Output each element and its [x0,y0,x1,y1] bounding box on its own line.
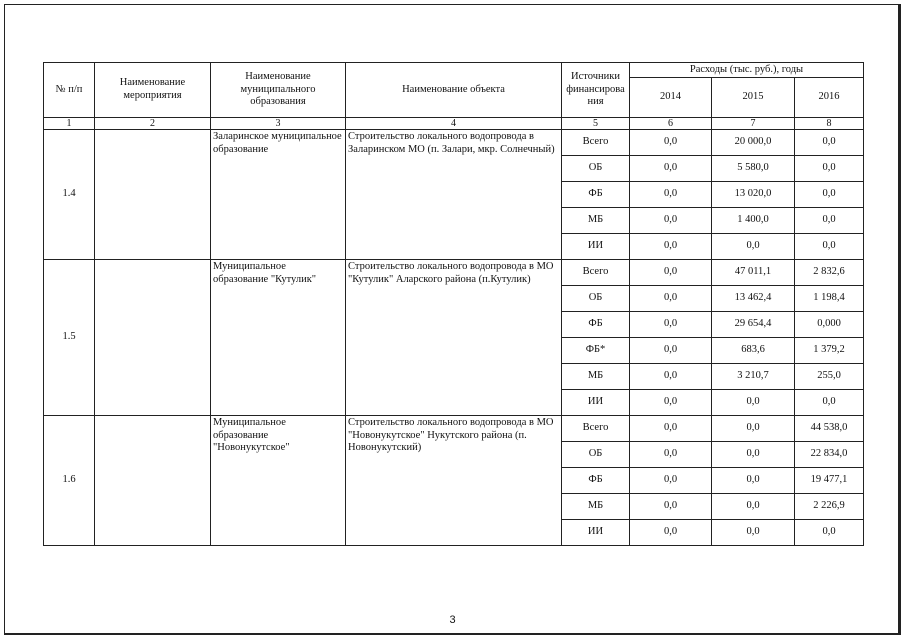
header-event: Наименование мероприятия [95,63,211,118]
value-2014: 0,0 [630,156,712,182]
header-source: Источники финансирова ния [562,63,630,118]
value-2016: 2 226,9 [795,494,864,520]
value-2014: 0,0 [630,468,712,494]
value-2016: 22 834,0 [795,442,864,468]
funding-source: ИИ [562,234,630,260]
row-number: 1.6 [44,416,95,546]
col-number: 7 [712,118,795,130]
row-number: 1.5 [44,260,95,416]
value-2016: 0,0 [795,208,864,234]
event-name [95,130,211,260]
value-2015: 1 400,0 [712,208,795,234]
col-number: 5 [562,118,630,130]
funding-source: ФБ [562,468,630,494]
municipality-name: Заларинское муниципальное образование [211,130,346,260]
value-2016: 0,0 [795,130,864,156]
col-number: 3 [211,118,346,130]
funding-source: ОБ [562,286,630,312]
funding-source: ОБ [562,442,630,468]
value-2015: 0,0 [712,520,795,546]
funding-source: ОБ [562,156,630,182]
value-2015: 0,0 [712,494,795,520]
header-object: Наименование объекта [346,63,562,118]
funding-source: МБ [562,494,630,520]
value-2014: 0,0 [630,182,712,208]
value-2014: 0,0 [630,208,712,234]
object-name: Строительство локального водопровода в МО "Новонукутское" Нукутского района (п. Новонукутский) [346,416,562,546]
value-2014: 0,0 [630,260,712,286]
value-2016: 0,0 [795,156,864,182]
header-row-top [44,63,864,78]
header-num: № п/п [44,63,95,118]
value-2016: 44 538,0 [795,416,864,442]
financing-table [43,62,864,546]
col-number: 4 [346,118,562,130]
header-municipality: Наименование муниципального образования [211,63,346,118]
funding-source: МБ [562,364,630,390]
value-2016: 0,0 [795,390,864,416]
funding-source: Всего [562,130,630,156]
value-2016: 255,0 [795,364,864,390]
value-2016: 1 198,4 [795,286,864,312]
table-row [44,130,864,156]
table-row [44,260,864,286]
funding-source: ФБ [562,312,630,338]
value-2015: 5 580,0 [712,156,795,182]
value-2016: 19 477,1 [795,468,864,494]
col-number: 8 [795,118,864,130]
page-number: 3 [449,614,456,626]
value-2016: 2 832,6 [795,260,864,286]
value-2016: 0,000 [795,312,864,338]
funding-source: ФБ [562,182,630,208]
value-2015: 47 011,1 [712,260,795,286]
value-2014: 0,0 [630,494,712,520]
header-expenses: Расходы (тыс. руб.), годы [630,63,864,78]
value-2015: 0,0 [712,390,795,416]
header-year-2014: 2014 [630,78,712,118]
value-2014: 0,0 [630,234,712,260]
event-name [95,260,211,416]
value-2014: 0,0 [630,286,712,312]
value-2016: 0,0 [795,520,864,546]
value-2015: 683,6 [712,338,795,364]
table-row [44,416,864,442]
value-2014: 0,0 [630,416,712,442]
municipality-name: Муниципальное образование "Новонукутское" [211,416,346,546]
value-2014: 0,0 [630,338,712,364]
funding-source: ИИ [562,520,630,546]
value-2014: 0,0 [630,312,712,338]
col-number: 2 [95,118,211,130]
funding-source: ФБ* [562,338,630,364]
value-2016: 0,0 [795,234,864,260]
municipality-name: Муниципальное образование "Кутулик" [211,260,346,416]
value-2015: 0,0 [712,442,795,468]
header-year-2015: 2015 [712,78,795,118]
header-year-2016: 2016 [795,78,864,118]
object-name: Строительство локального водопровода в Заларинском МО (п. Залари, мкр. Солнечный) [346,130,562,260]
funding-source: МБ [562,208,630,234]
value-2014: 0,0 [630,364,712,390]
row-number: 1.4 [44,130,95,260]
value-2014: 0,0 [630,130,712,156]
funding-source: Всего [562,260,630,286]
value-2015: 20 000,0 [712,130,795,156]
funding-source: ИИ [562,390,630,416]
event-name [95,416,211,546]
value-2015: 13 020,0 [712,182,795,208]
value-2015: 0,0 [712,416,795,442]
value-2016: 0,0 [795,182,864,208]
value-2015: 0,0 [712,234,795,260]
value-2015: 0,0 [712,468,795,494]
column-number-row [44,118,864,130]
col-number: 1 [44,118,95,130]
value-2015: 13 462,4 [712,286,795,312]
object-name: Строительство локального водопровода в МО "Кутулик" Аларского района (п.Кутулик) [346,260,562,416]
value-2015: 29 654,4 [712,312,795,338]
value-2014: 0,0 [630,520,712,546]
col-number: 6 [630,118,712,130]
value-2015: 3 210,7 [712,364,795,390]
value-2014: 0,0 [630,390,712,416]
value-2016: 1 379,2 [795,338,864,364]
value-2014: 0,0 [630,442,712,468]
funding-source: Всего [562,416,630,442]
